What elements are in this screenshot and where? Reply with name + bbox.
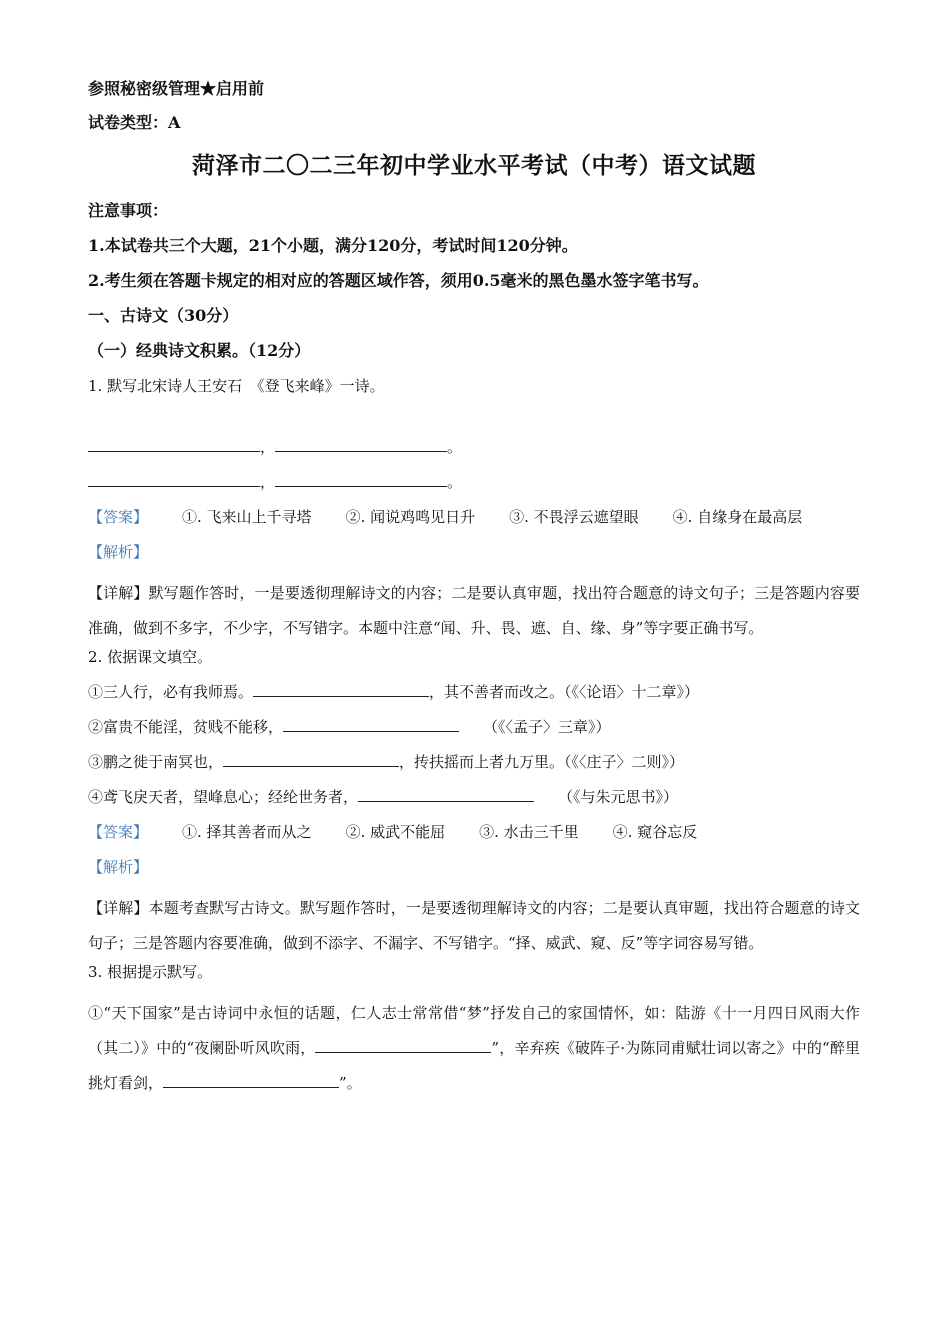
question-2-line-4 xyxy=(88,786,860,821)
paper-type-label: 试卷类型：A xyxy=(88,113,181,132)
text: ”，辛弃疾《破阵子·为陈同甫赋壮词以寄之》中的“醉里挑灯看剑， xyxy=(88,1039,861,1092)
question-2-prompt: 2. 依据课文填空。 xyxy=(88,648,213,666)
period: 。 xyxy=(447,438,463,456)
answer-blank[interactable] xyxy=(223,751,399,767)
answer-blank[interactable] xyxy=(163,1072,339,1088)
analysis-tag: 【解析】 xyxy=(88,543,149,561)
question-1-blank-row-1 xyxy=(88,436,860,471)
subsection-heading: （一）经典诗文积累。（12分） xyxy=(88,341,311,360)
answer-tag: 【答案】 xyxy=(88,508,149,526)
section-heading: 一、古诗文（30分） xyxy=(88,306,239,325)
answer-item: ①. 择其善者而从之 xyxy=(182,823,312,841)
analysis-tag: 【解析】 xyxy=(88,858,149,876)
notice-item-1: 1.本试卷共三个大题，21个小题，满分120分，考试时间120分钟。 xyxy=(88,236,578,255)
answer-item: ④. 自缘身在最高层 xyxy=(672,508,803,526)
question-2-line-2 xyxy=(88,716,860,751)
question-1-prompt: 1. 默写北宋诗人王安石 《登飞来峰》一诗。 xyxy=(88,377,385,395)
text: ，其不善者而改之。（《〈论语〉十二章》） xyxy=(429,683,700,701)
text: ”。 xyxy=(339,1074,362,1092)
answer-blank[interactable] xyxy=(253,681,429,697)
notice-item-2: 2.考生须在答题卡规定的相对应的答题区域作答，须用0.5毫米的黑色墨水签字笔书写。 xyxy=(88,271,709,290)
answer-item: ①. 飞来山上千寻塔 xyxy=(182,508,312,526)
answer-blank[interactable] xyxy=(283,716,459,732)
answer-item: ③. 不畏浮云遮望眼 xyxy=(509,508,639,526)
document-page xyxy=(88,78,860,1101)
question-2-line-3 xyxy=(88,751,860,786)
question-2-line-1 xyxy=(88,681,860,716)
text: ③鹏之徙于南冥也， xyxy=(88,753,224,771)
question-2-answer xyxy=(88,821,860,856)
question-3-part-1 xyxy=(88,996,860,1101)
secret-level-label: 参照秘密级管理★启用前 xyxy=(88,79,265,98)
text: ②富贵不能淫，贫贱不能移， xyxy=(88,718,284,736)
answer-tag: 【答案】 xyxy=(88,823,149,841)
period: 。 xyxy=(447,473,463,491)
question-1-detail xyxy=(88,576,860,646)
text: ①三人行，必有我师焉。 xyxy=(88,683,254,701)
answer-blank[interactable] xyxy=(275,436,447,452)
comma: ， xyxy=(260,438,276,456)
answer-item: ②. 闻说鸡鸣见日升 xyxy=(345,508,476,526)
text: （《〈孟子〉三章》） xyxy=(483,718,611,736)
detail-text: 默写题作答时，一是要透彻理解诗文的内容；二是要认真审题，找出符合题意的诗文句子；三是答题内容要准确，做到不多字，不少字，不写错字。本题中注意“闻、升、畏、遮、自、缘、身”等字要正确书写。 xyxy=(88,584,860,637)
text: ④鸢飞戾天者，望峰息心；经纶世务者， xyxy=(88,788,359,806)
spacer xyxy=(88,410,860,436)
answer-item: ④. 窥谷忘反 xyxy=(612,823,698,841)
question-1-answer xyxy=(88,506,860,541)
answer-blank[interactable] xyxy=(88,436,260,452)
detail-tag: 【详解】 xyxy=(88,899,149,917)
answer-item: ③. 水击三千里 xyxy=(479,823,579,841)
answer-blank[interactable] xyxy=(88,471,260,487)
text: ，抟扶摇而上者九万里。（《〈庄子〉二则》） xyxy=(399,753,685,771)
answer-blank[interactable] xyxy=(275,471,447,487)
text: （《与朱元思书》） xyxy=(558,788,679,806)
exam-title: 菏泽市二〇二三年初中学业水平考试（中考）语文试题 xyxy=(192,152,756,179)
text: ①“天下国家”是古诗词中永恒的话题，仁人志士常常借“梦”抒发自己的家国情怀，如：陆游《十一月四日风雨大作（其二）》中的“夜阑卧听风吹雨， xyxy=(88,1004,860,1057)
detail-tag: 【详解】 xyxy=(88,584,149,602)
answer-item: ②. 威武不能屈 xyxy=(345,823,446,841)
detail-text: 本题考查默写古诗文。默写题作答时，一是要透彻理解诗文的内容；二是要认真审题，找出符合题意的诗文句子；三是答题内容要准确，做到不添字、不漏字、不写错字。“择、威武、窥、反”等字词容易写错。 xyxy=(88,899,860,952)
answer-blank[interactable] xyxy=(315,1037,491,1053)
notice-heading: 注意事项： xyxy=(88,201,169,220)
question-3-prompt: 3. 根据提示默写。 xyxy=(88,963,213,981)
question-1-blank-row-2 xyxy=(88,471,860,506)
comma: ， xyxy=(260,473,276,491)
question-2-detail xyxy=(88,891,860,961)
answer-blank[interactable] xyxy=(358,786,534,802)
